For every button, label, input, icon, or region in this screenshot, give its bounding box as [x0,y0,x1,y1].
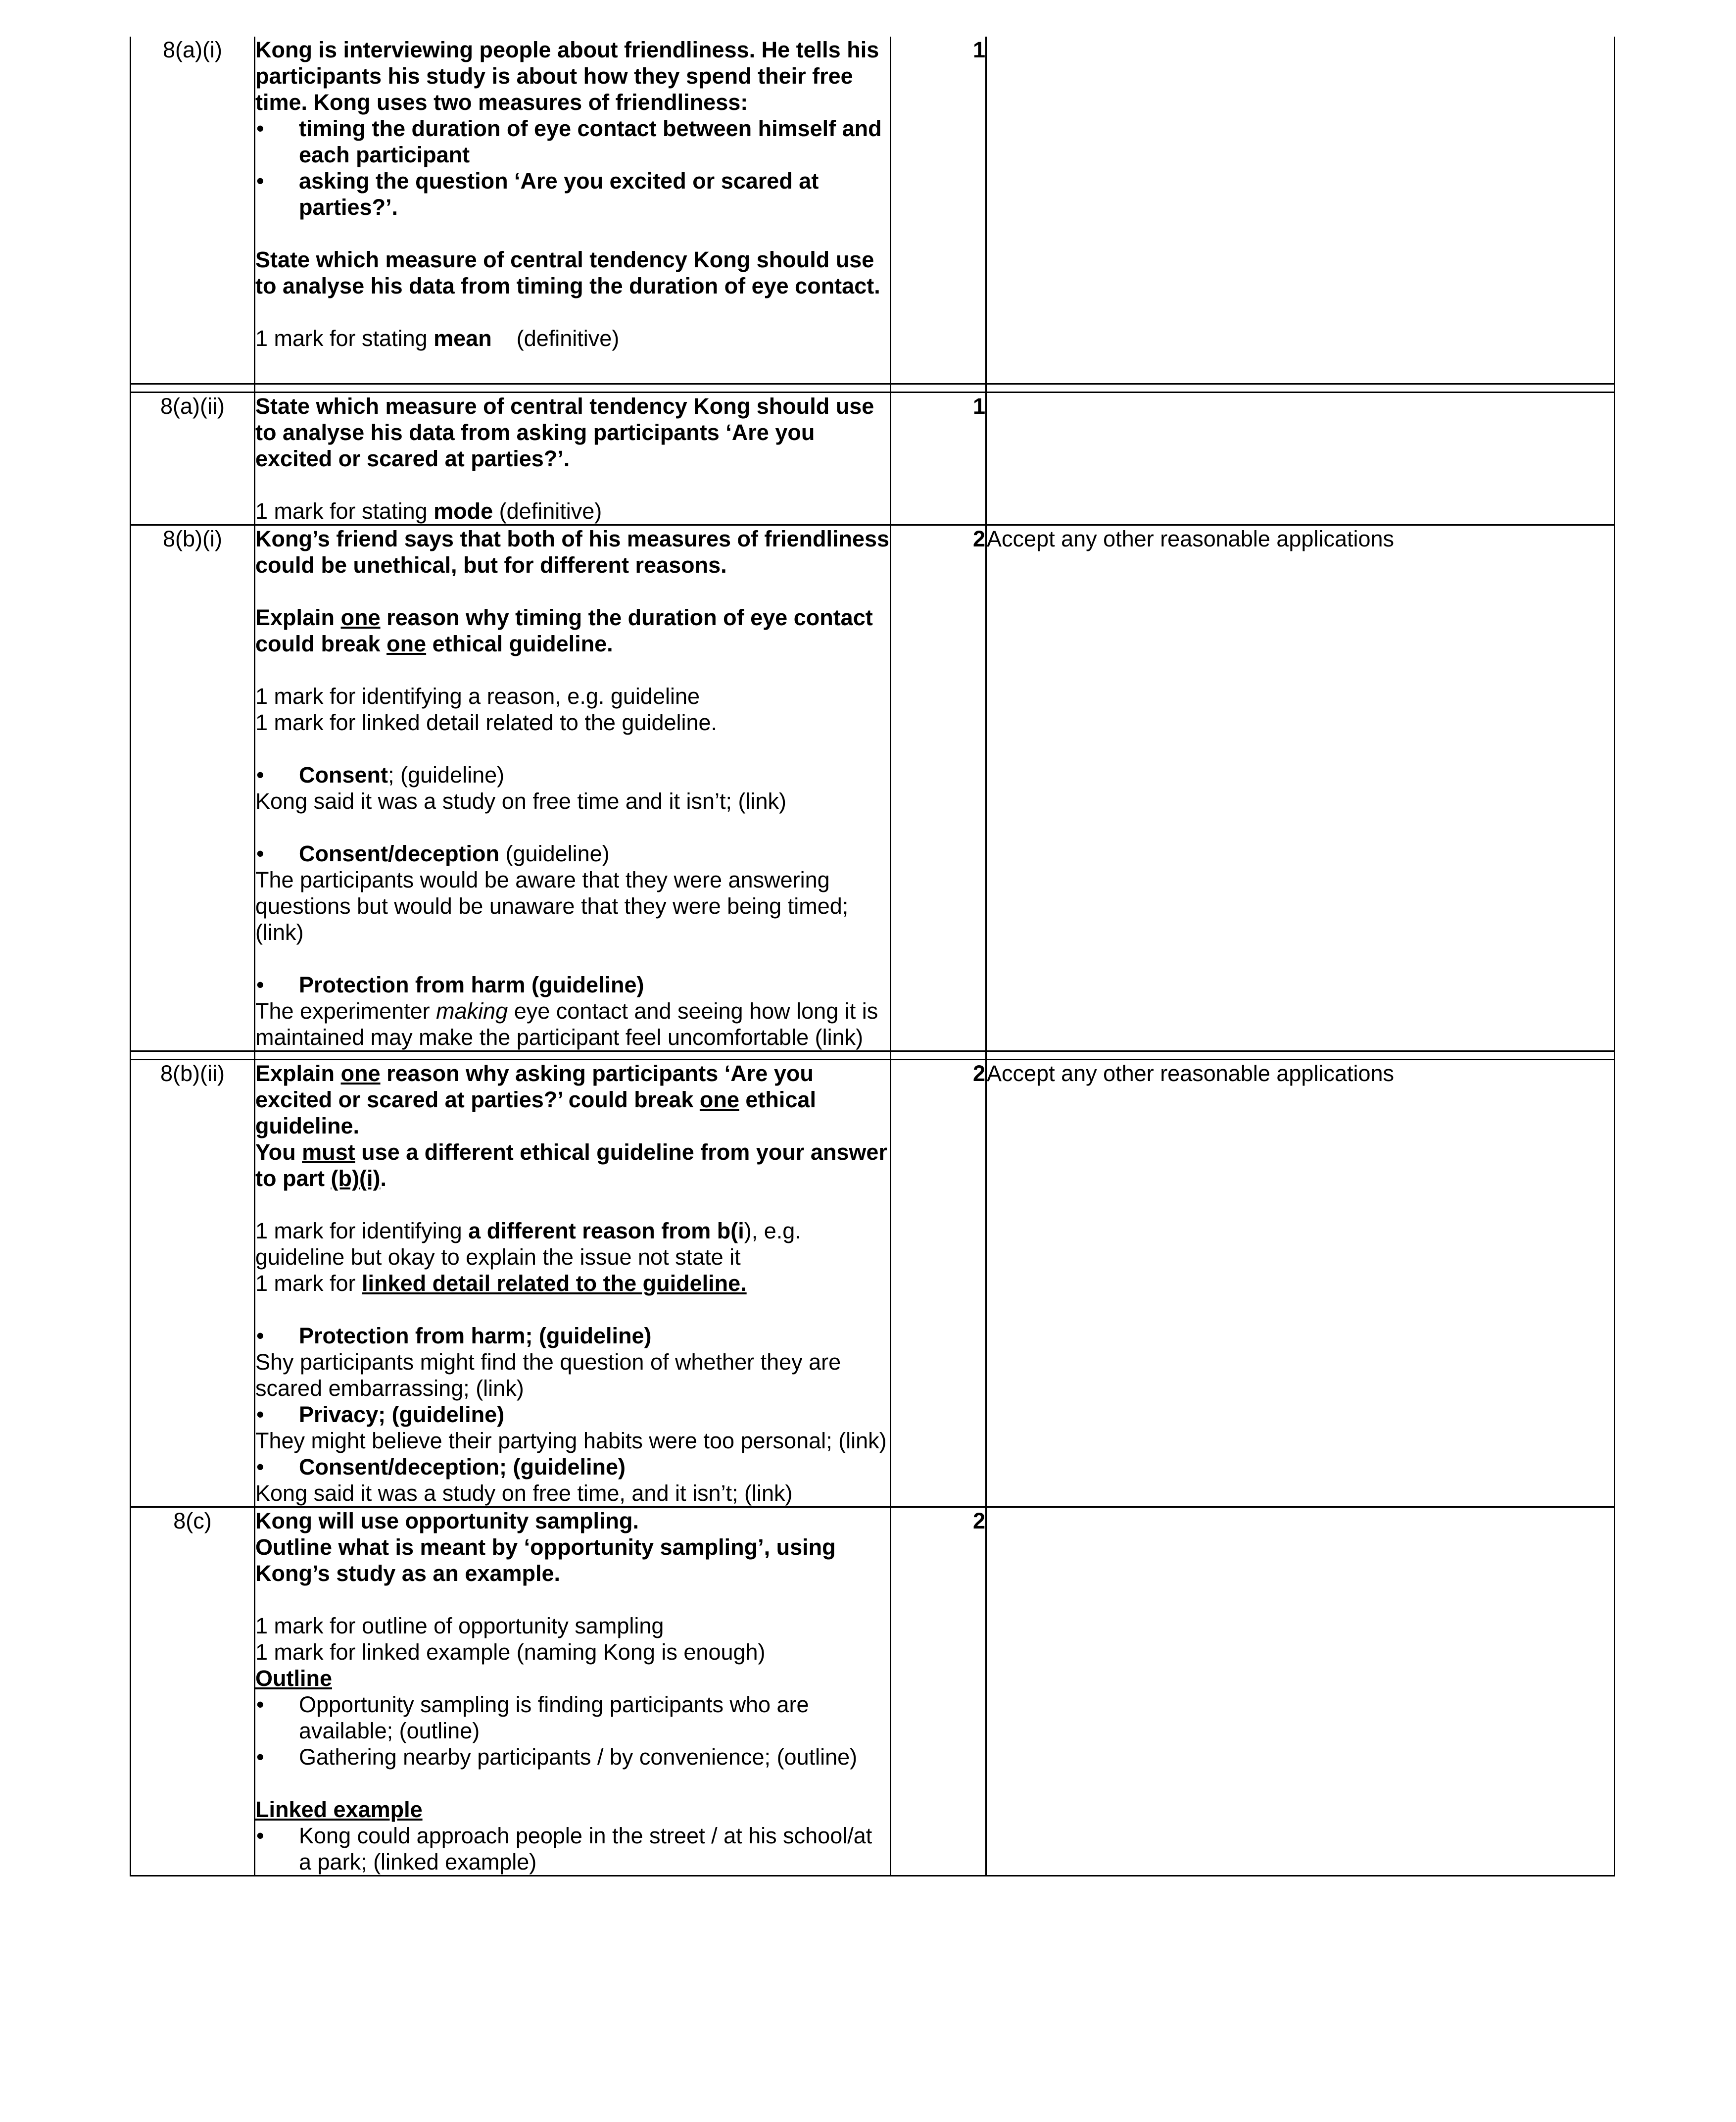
table-row [131,525,1615,1051]
list-item: • Gathering nearby participants / by convenience; (outline) [255,1744,890,1770]
question-stem: Kong’s friend says that both of his measures of friendliness could be unethical, but for different reasons. [255,526,890,578]
answer-cell [255,1060,891,1507]
marks-cell: 2 [891,1507,986,1876]
answer-detail: Shy participants might find the question of whether they are scared embarrassing; (link) [255,1349,841,1401]
marks-cell: 2 [891,525,986,1051]
question-number: 8(a)(ii) [131,393,255,525]
mark-guidance: 1 mark for identifying a different reason from b(i), e.g. guideline but okay to explain the issue not state it [255,1218,801,1270]
answer-cell [255,393,891,525]
marks-cell: 1 [891,393,986,525]
answer-cell [255,1507,891,1876]
table-row [131,1060,1615,1507]
answer-detail: Kong said it was a study on free time and it isn’t; (link) [255,789,786,814]
list-item: • Consent/deception; (guideline) [255,1454,890,1480]
list-item: • Protection from harm (guideline) [255,972,890,998]
list-item: • Opportunity sampling is finding participants who are available; (outline) [255,1691,890,1744]
mark-guidance: 1 mark for linked detail related to the guideline. [255,710,718,735]
answer-detail: Kong said it was a study on free time, and it isn’t; (link) [255,1480,793,1506]
question-text: State which measure of central tendency Kong should use to analyse his data from asking participants ‘Are you excited or scared at parties?’. [255,394,874,471]
list-item: • Privacy; (guideline) [255,1401,890,1428]
question-text: Explain one reason why asking participants ‘Are you excited or scared at parties?’ could break one ethical guideline. [255,1061,816,1138]
list-item: • Consent; (guideline) [255,762,890,788]
answer-cell [255,37,891,384]
question-text: Explain one reason why timing the duration of eye contact could break one ethical guideline. [255,605,873,656]
marks-cell: 2 [891,1060,986,1507]
mark-guidance: 1 mark for stating mode (definitive) [255,498,602,524]
list-item: • Consent/deception (guideline) [255,840,890,867]
mark-guidance: 1 mark for stating mean (definitive) [255,326,620,351]
marks-cell: 1 [891,37,986,384]
guidance-cell [986,37,1615,384]
question-text: You must use a different ethical guideline from your answer to part (b)(i). [255,1139,887,1191]
answer-detail: They might believe their partying habits were too personal; (link) [255,1428,887,1453]
question-number: 8(c) [131,1507,255,1876]
list-item: • Kong could approach people in the street / at his school/at a park; (linked example) [255,1823,890,1875]
answer-detail: The participants would be aware that they were answering questions but would be unaware that they were being timed; (link) [255,867,849,945]
section-heading: Outline [255,1666,332,1691]
mark-guidance: 1 mark for identifying a reason, e.g. guideline [255,684,700,709]
list-item: • asking the question ‘Are you excited or scared at parties?’. [255,168,890,220]
question-stem: Kong is interviewing people about friendliness. He tells his participants his study is about how they spend their free time. Kong uses two measures of friendliness: [255,37,879,115]
row-divider [131,384,1615,393]
guidance-cell [986,393,1615,525]
answer-cell [255,525,891,1051]
section-heading: Linked example [255,1797,423,1822]
row-divider [131,1051,1615,1060]
mark-guidance: 1 mark for outline of opportunity sampling [255,1613,664,1638]
mark-scheme-sheet [130,37,1615,1876]
question-text: Outline what is meant by ‘opportunity sampling’, using Kong’s study as an example. [255,1534,836,1586]
list-item: • Protection from harm; (guideline) [255,1323,890,1349]
guidance-cell [986,1507,1615,1876]
table-row [131,37,1615,384]
question-text: State which measure of central tendency Kong should use to analyse his data from timing the duration of eye contact. [255,247,880,298]
mark-scheme-table [130,37,1615,1876]
question-stem: Kong will use opportunity sampling. [255,1508,639,1533]
guidance-cell: Accept any other reasonable applications [986,1060,1615,1507]
table-row [131,1507,1615,1876]
question-number: 8(b)(ii) [131,1060,255,1507]
mark-guidance: 1 mark for linked example (naming Kong is enough) [255,1639,766,1665]
table-row [131,393,1615,525]
mark-guidance: 1 mark for linked detail related to the guideline. [255,1271,747,1296]
guidance-cell: Accept any other reasonable applications [986,525,1615,1051]
list-item: • timing the duration of eye contact between himself and each participant [255,115,890,168]
answer-detail: The experimenter making eye contact and seeing how long it is maintained may make the participant feel uncomfortable (link) [255,998,878,1050]
question-number: 8(a)(i) [131,37,255,384]
question-number: 8(b)(i) [131,525,255,1051]
